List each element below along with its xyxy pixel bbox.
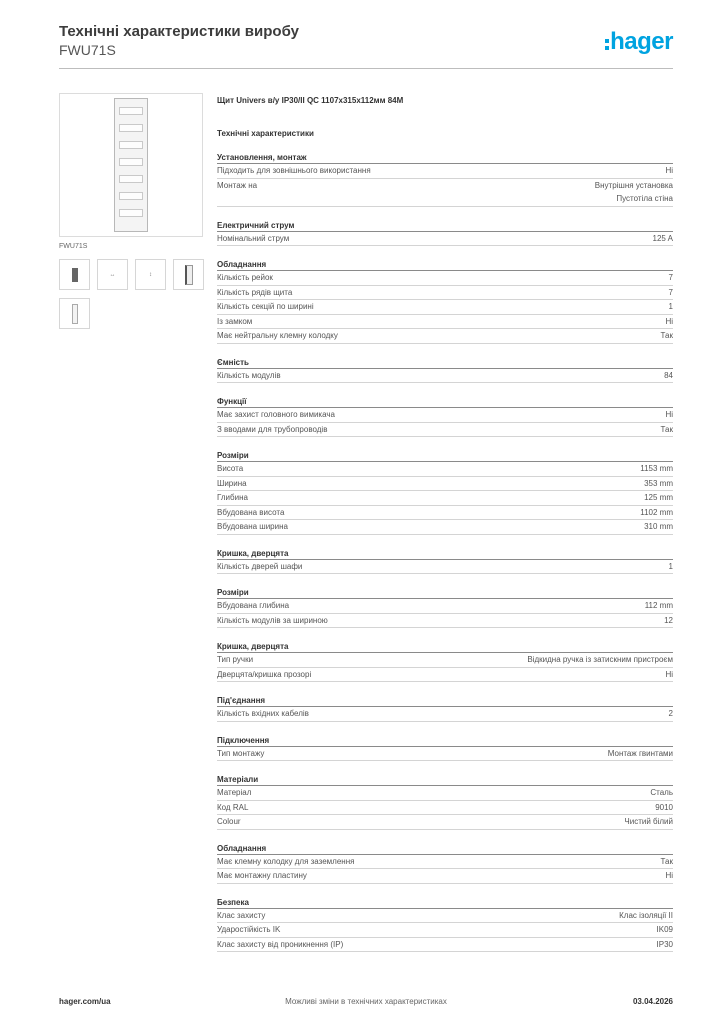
section-title: Обладнання bbox=[217, 843, 673, 855]
spec-label: Має нейтральну клемну колодку bbox=[217, 331, 338, 340]
spec-value: 310 mm bbox=[644, 522, 673, 531]
spec-value: Ні bbox=[665, 669, 673, 679]
spec-label: Ширина bbox=[217, 478, 247, 488]
spec-label: З вводами для трубопроводів bbox=[217, 424, 328, 434]
spec-section bbox=[217, 843, 673, 884]
spec-section bbox=[217, 220, 673, 247]
section-title: Функції bbox=[217, 396, 673, 408]
cabinet-rail bbox=[119, 192, 143, 200]
spec-value: 112 mm bbox=[644, 601, 673, 610]
spec-label: Клас захисту bbox=[217, 910, 266, 920]
thumbnail-dimension-1[interactable] bbox=[97, 259, 128, 290]
spec-value: Відкидна ручка із затискним пристроєм bbox=[527, 655, 673, 664]
spec-section bbox=[217, 357, 673, 384]
spec-row bbox=[217, 477, 673, 492]
section-title: Безпека bbox=[217, 897, 673, 909]
spec-label: Тип монтажу bbox=[217, 748, 265, 758]
spec-section bbox=[217, 695, 673, 722]
spec-row bbox=[217, 923, 673, 938]
spec-label: Тип ручки bbox=[217, 655, 254, 664]
spec-value: 2 bbox=[668, 709, 673, 718]
spec-label: Кількість рядів щита bbox=[217, 287, 293, 297]
spec-row bbox=[217, 786, 673, 801]
spec-row bbox=[217, 369, 673, 384]
spec-value: 1 bbox=[668, 302, 673, 311]
main-product-image[interactable] bbox=[59, 93, 203, 237]
spec-row bbox=[217, 909, 673, 924]
spec-section bbox=[217, 897, 673, 953]
spec-value: 84 bbox=[664, 370, 673, 380]
page-footer bbox=[59, 994, 673, 1008]
spec-value: 7 bbox=[668, 287, 673, 297]
spec-label: Код RAL bbox=[217, 802, 249, 812]
spec-label: Вбудована глибина bbox=[217, 601, 290, 610]
product-name: Щит Univers в/у IP30/II QC 1107x315x112мм 84M bbox=[217, 96, 404, 105]
product-images bbox=[59, 93, 209, 329]
cabinet-rail bbox=[119, 124, 143, 132]
spec-label: Має клемну колодку для заземлення bbox=[217, 856, 355, 866]
spec-label: Із замком bbox=[217, 316, 253, 326]
thumbnail-front[interactable] bbox=[59, 259, 90, 290]
spec-label: Colour bbox=[217, 817, 241, 826]
spec-value: 1102 mm bbox=[640, 507, 673, 517]
spec-value: Так bbox=[660, 424, 673, 434]
spec-row bbox=[217, 271, 673, 286]
spec-section bbox=[217, 735, 673, 762]
spec-label: Кількість секцій по ширині bbox=[217, 302, 314, 311]
spec-label: Глибина bbox=[217, 493, 248, 502]
spec-label: Висота bbox=[217, 464, 244, 473]
spec-section bbox=[217, 548, 673, 575]
spec-label: Ударостійкість IK bbox=[217, 925, 281, 934]
spec-label: Кількість дверей шафи bbox=[217, 561, 303, 571]
section-title: Електричний струм bbox=[217, 220, 673, 232]
spec-label: Має монтажну пластину bbox=[217, 871, 307, 880]
cabinet-rail bbox=[119, 158, 143, 166]
footer-note: Можливі зміни в технічних характеристиках bbox=[285, 996, 447, 1006]
spec-sections bbox=[217, 152, 673, 952]
spec-row bbox=[217, 668, 673, 683]
spec-row bbox=[217, 408, 673, 423]
spec-row bbox=[217, 506, 673, 521]
spec-row bbox=[217, 423, 673, 438]
spec-label: Дверцята/кришка прозорі bbox=[217, 669, 312, 679]
page-header bbox=[59, 22, 673, 66]
section-title: Розміри bbox=[217, 587, 673, 599]
spec-row bbox=[217, 801, 673, 816]
spec-label: Номінальний струм bbox=[217, 233, 290, 243]
spec-row bbox=[217, 315, 673, 330]
thumbnail-strip bbox=[59, 259, 211, 329]
spec-label: Клас захисту від проникнення (IP) bbox=[217, 939, 344, 949]
spec-row bbox=[217, 491, 673, 506]
cabinet-illustration bbox=[114, 98, 148, 232]
logo-dots bbox=[605, 31, 609, 53]
section-title: Розміри bbox=[217, 450, 673, 462]
spec-row bbox=[217, 164, 673, 179]
spec-label: Вбудована висота bbox=[217, 507, 285, 517]
spec-value: Монтаж гвинтами bbox=[607, 748, 673, 758]
section-title: Під'єднання bbox=[217, 695, 673, 707]
dimension-icon: ↕ bbox=[149, 271, 152, 278]
spec-value: Внутрішня установка Пустотіла стіна bbox=[594, 180, 673, 203]
cabinet-rail bbox=[119, 107, 143, 115]
spec-value: 7 bbox=[668, 273, 673, 282]
section-title: Кришка, дверцята bbox=[217, 548, 673, 560]
hager-logo-icon bbox=[605, 28, 673, 56]
spec-label: Вбудована ширина bbox=[217, 522, 288, 531]
spec-label: Матеріал bbox=[217, 788, 252, 797]
spec-value: Ні bbox=[665, 166, 673, 175]
spec-value: Ні bbox=[665, 410, 673, 419]
spec-value: IP30 bbox=[656, 939, 673, 949]
spec-value: Ні bbox=[665, 871, 673, 880]
spec-value: Так bbox=[660, 856, 673, 866]
spec-label: Кількість рейок bbox=[217, 273, 273, 282]
spec-row bbox=[217, 300, 673, 315]
spec-value: 125 mm bbox=[644, 493, 673, 502]
thumbnail-dimension-2[interactable] bbox=[135, 259, 166, 290]
spec-row bbox=[217, 179, 673, 207]
section-title: Обладнання bbox=[217, 259, 673, 271]
footer-website-link[interactable]: hager.com/ua bbox=[59, 996, 111, 1006]
spec-label: Монтаж на bbox=[217, 180, 258, 190]
spec-label: Кількість модулів bbox=[217, 370, 281, 380]
spec-value: 353 mm bbox=[644, 478, 673, 488]
spec-section bbox=[217, 396, 673, 437]
spec-value: 9010 bbox=[655, 802, 673, 812]
spec-value: Клас ізоляції II bbox=[619, 910, 673, 920]
spec-row bbox=[217, 599, 673, 614]
spec-label: Має захист головного вимикача bbox=[217, 410, 335, 419]
spec-row bbox=[217, 232, 673, 247]
section-title: Кришка, дверцята bbox=[217, 641, 673, 653]
thumbnail-side[interactable] bbox=[173, 259, 204, 290]
spec-row bbox=[217, 855, 673, 870]
cabinet-rail bbox=[119, 141, 143, 149]
image-caption: FWU71S bbox=[59, 243, 88, 250]
cabinet-rail bbox=[119, 209, 143, 217]
spec-section bbox=[217, 641, 673, 682]
dimension-icon: ↔ bbox=[109, 271, 116, 278]
spec-value: Сталь bbox=[650, 788, 673, 797]
spec-value: 125 A bbox=[652, 233, 673, 243]
spec-row bbox=[217, 707, 673, 722]
spec-label: Підходить для зовнішнього використання bbox=[217, 166, 371, 175]
product-code: FWU71S bbox=[59, 42, 116, 58]
spec-label: Кількість модулів за шириною bbox=[217, 615, 328, 625]
spec-row bbox=[217, 815, 673, 830]
footer-date: 03.04.2026 bbox=[632, 996, 673, 1006]
spec-section bbox=[217, 774, 673, 830]
document-title: Технічні характеристики виробу bbox=[59, 23, 299, 40]
spec-row bbox=[217, 462, 673, 477]
spec-value: Так bbox=[660, 331, 673, 340]
spec-section bbox=[217, 587, 673, 628]
specs-heading: Технічні характеристики bbox=[217, 129, 314, 138]
spec-section bbox=[217, 152, 673, 207]
spec-row bbox=[217, 614, 673, 629]
spec-row bbox=[217, 560, 673, 575]
logo-text: hager bbox=[610, 28, 673, 55]
section-title: Підключення bbox=[217, 735, 673, 747]
spec-label: Кількість вхідних кабелів bbox=[217, 709, 309, 718]
spec-row bbox=[217, 653, 673, 668]
spec-value: 12 bbox=[664, 615, 673, 625]
spec-value: IK09 bbox=[656, 925, 673, 934]
spec-content bbox=[217, 95, 673, 952]
section-title: Установлення, монтаж bbox=[217, 152, 673, 164]
spec-value: Ні bbox=[665, 316, 673, 326]
section-title: Матеріали bbox=[217, 774, 673, 786]
spec-row bbox=[217, 869, 673, 884]
spec-section bbox=[217, 450, 673, 535]
spec-row bbox=[217, 329, 673, 344]
cabinet-rail bbox=[119, 175, 143, 183]
spec-row bbox=[217, 286, 673, 301]
spec-value: 1153 mm bbox=[640, 464, 673, 473]
spec-value: 1 bbox=[668, 561, 673, 571]
section-title: Ємність bbox=[217, 357, 673, 369]
spec-row bbox=[217, 938, 673, 953]
spec-row bbox=[217, 747, 673, 762]
header-divider bbox=[59, 68, 673, 69]
spec-value: Чистий білий bbox=[624, 817, 673, 826]
spec-section bbox=[217, 259, 673, 344]
thumbnail-back[interactable] bbox=[59, 298, 90, 329]
spec-row bbox=[217, 520, 673, 535]
